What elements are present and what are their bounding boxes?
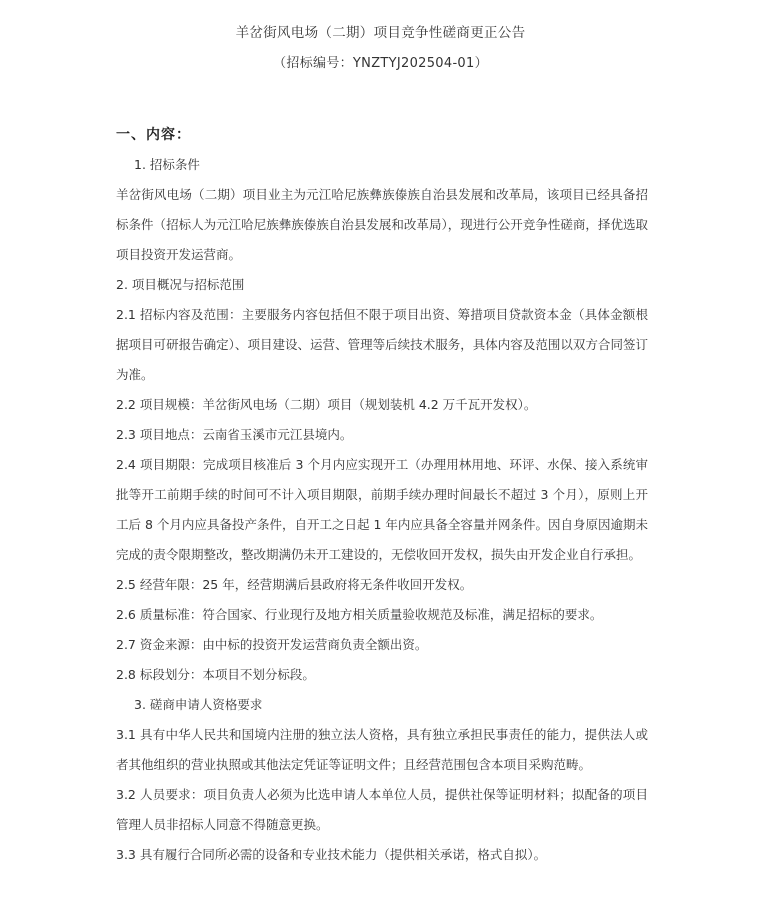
item2-7: 2.7 资金来源：由中标的投资开发运营商负责全额出资。 — [116, 637, 428, 652]
item3-1: 3.1 具有中华人民共和国境内注册的独立法人资格，具有独立承担民事责任的能力，提供法人或者其他组织的营业执照或其他法定凭证等证明文件；且经营范围包含本项目采购范畴。 — [116, 727, 648, 772]
document-title: 羊岔街风电场（二期）项目竞争性磋商更正公告 — [235, 25, 526, 41]
item2-5: 2.5 经营年限：25 年，经营期满后县政府将无条件收回开发权。 — [116, 577, 473, 592]
tender-number: （招标编号：YNZTYJ202504-01） — [273, 56, 488, 71]
item1-heading: 1. 招标条件 — [134, 157, 200, 172]
item3-2: 3.2 人员要求：项目负责人必须为比选申请人本单位人员，提供社保等证明材料；拟配备的项目管理人员非招标人同意不得随意更换。 — [116, 787, 648, 832]
item3-3: 3.3 具有履行合同所必需的设备和专业技术能力（提供相关承诺，格式自拟）。 — [116, 847, 547, 862]
document-body — [116, 150, 648, 870]
item2-4: 2.4 项目期限：完成项目核准后 3 个月内应实现开工（办理用林用地、环评、水保、接入系统审批等开工前期手续的时间可不计入项目期限，前期手续办理时间最长不超过 3 个月），原则上开工后 8 个月内应具备投产条件，自开工之日起 1 年内应具备全容量并网条件。因自身原因逾期未完成的责令限期整改，整改期满仍未开工建设的，无偿收回开发权，损失由开发企业自行承担。 — [116, 457, 648, 562]
item3-heading: 3. 磋商申请人资格要求 — [134, 697, 263, 712]
item2-2: 2.2 项目规模：羊岔街风电场（二期）项目（规划装机 4.2 万千瓦开发权）。 — [116, 397, 537, 412]
item2-1: 2.1 招标内容及范围：主要服务内容包括但不限于项目出资、筹措项目贷款资本金（具体金额根据项目可研报告确定）、项目建设、运营、管理等后续技术服务，具体内容及范围以双方合同签订为准。 — [116, 307, 648, 382]
item2-6: 2.6 质量标准：符合国家、行业现行及地方相关质量验收规范及标准，满足招标的要求。 — [116, 607, 603, 622]
item1-body: 羊岔街风电场（二期）项目业主为元江哈尼族彝族傣族自治县发展和改革局，该项目已经具备招标条件（招标人为元江哈尼族彝族傣族自治县发展和改革局），现进行公开竞争性磋商，择优选取项目投资开发运营商。 — [116, 187, 648, 262]
item2-3: 2.3 项目地点：云南省玉溪市元江县境内。 — [116, 427, 353, 442]
item2-heading: 2. 项目概况与招标范围 — [116, 277, 245, 292]
section-heading-content: 一、内容： — [116, 127, 191, 143]
item2-8: 2.8 标段划分：本项目不划分标段。 — [116, 667, 315, 682]
